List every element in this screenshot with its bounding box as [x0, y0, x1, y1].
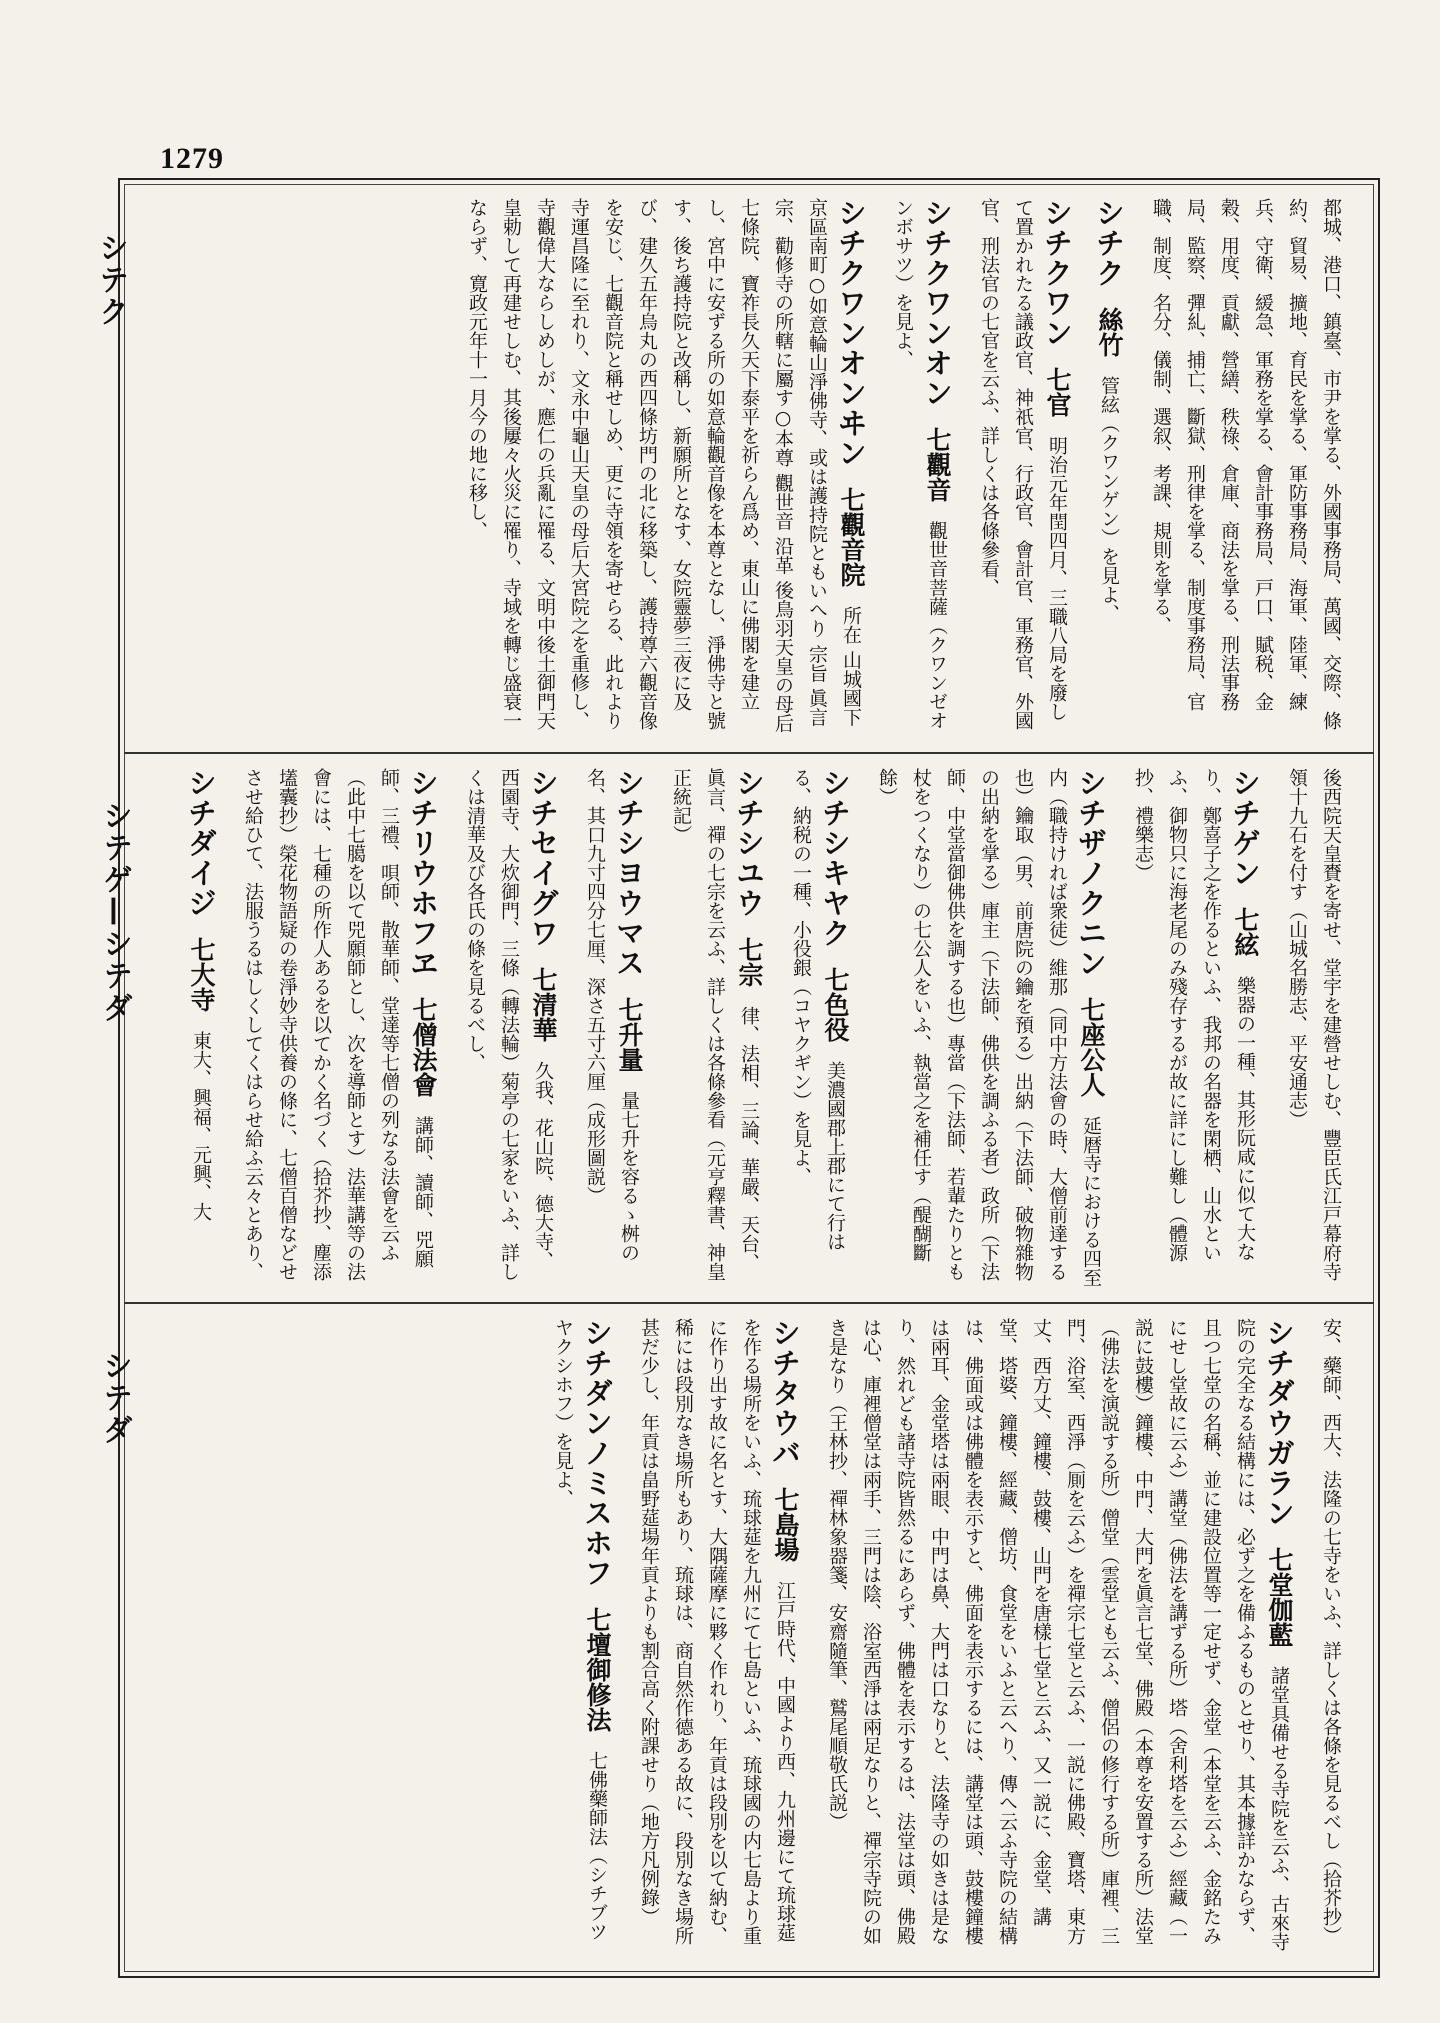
entry-kanji: 七清華 — [529, 967, 558, 1042]
entry-headword: シチシユウ — [732, 768, 766, 918]
entry-text: 安、藥師、西大、法隆の七寺をいふ、詳しくは各條を見るべし（拾芥抄） — [1320, 1318, 1342, 1945]
tab-label-top: シテク — [93, 232, 128, 328]
entry-text: 律、法相、三論、華嚴、天台、眞言、禪の七宗を云ふ、詳しくは各條參看（元亨釋書、神皇正統記） — [670, 768, 760, 1281]
entry-text: 都城、港口、鎮臺、市尹を掌る、外國事務局、萬國、交際、條約、貿易、擴地、育民を掌る、軍防事務局、海軍、陸軍、練兵、守衛、緩急、軍務を掌る、會計事務局、戸口、賦税、金穀、用度、貢獻、營繕、秩祿、倉庫、商法を掌る、刑法事務局、監察、彈糺、捕亡、斷獄、刑律を掌る、制度事務局、官職、制度、名分、儀制、選叙、考課、規則を掌る、 — [1150, 198, 1342, 730]
entry-kanji: 七僧法會 — [409, 997, 438, 1097]
entry-kanji: 七官 — [1043, 367, 1072, 417]
entry-kanji: 七座公人 — [1077, 997, 1106, 1097]
entry-text: 七佛藥師法（シチブツヤクシホフ）を見よ、 — [552, 1318, 608, 1941]
tab-label-middle: シテゲ—シテダ — [97, 800, 132, 1024]
dictionary-entry — [1280, 768, 1348, 1288]
dictionary-entry — [664, 768, 784, 1288]
entry-text: 管絃（クワンゲン）を見よ、 — [1098, 376, 1120, 623]
section-top — [148, 198, 1348, 738]
dictionary-entry — [1314, 1318, 1348, 1958]
dictionary-entry — [972, 198, 1092, 738]
dictionary-entry — [578, 768, 664, 1288]
entry-headword: シチクワンオンヰン — [834, 198, 868, 468]
entry-headword: シチザノクニン — [1074, 768, 1108, 978]
dictionary-entry — [1092, 198, 1144, 738]
section-divider — [124, 1302, 1374, 1304]
entry-kanji: 七色役 — [821, 967, 850, 1042]
entry-text: 美濃國郡上郡にて行はる、納税の一種、小役銀（コヤクギン）を見よ、 — [790, 768, 846, 1251]
dictionary-entry — [1144, 198, 1348, 738]
dictionary-entry — [870, 768, 1126, 1288]
entry-headword: シチダイジ — [184, 768, 218, 918]
dictionary-entry — [546, 1318, 632, 1958]
entry-kanji: 七壇御修法 — [583, 1607, 612, 1732]
entry-text: 講師、讀師、兕願師、三禮、唄師、散華師、堂達等七僧の列なる法會を云ふ（此中七臈を以て兕願師とし、次を導師とす）法華講等の法會には、七種の所作人あるを以てかく名づく（拾芥抄、塵添壒囊抄）榮花物語疑の卷淨妙寺供養の條に、七僧百僧などせさせ給ひて、法服うるはしくしてくはらせ給ふ云々とあり、 — [242, 768, 434, 1281]
entry-headword: シチタウバ — [768, 1318, 802, 1468]
entry-text: 明治元年閏四月、三職八局を廢して置かれたる議政官、神祇官、行政官、會計官、軍務官、外國官、刑法官の七官を云ふ、詳しくは各條參看、 — [978, 198, 1068, 730]
dictionary-entry — [784, 768, 870, 1288]
entry-text: 諸堂具備せる寺院を云ふ、古來寺院の完全なる結構には、必ず之を備ふるものとせり、其本據詳かならず、且つ七堂の名稱、並に建設位置等一定せず、金堂（本堂を云ふ、金銘たみにせし堂故に云ふ）講堂（佛法を講ずる所）塔（舍利塔を云ふ）經藏（一説に鼓樓）鐘樓、中門、大門を眞言七堂、佛殿（本尊を安置する所）法堂（佛法を演説する所）僧堂（雲堂とも云ふ、僧侶の修行する所）庫裡、三門、浴室、西淨（厠を云ふ）を禪宗七堂と云ふ、一説に佛殿、寶塔、東方丈、西方丈、鐘樓、鼓樓、山門を唐樣七堂と云ふ、又一説に、金堂、講堂、塔婆、鐘樓、經藏、僧坊、食堂をいふと云へり、傳へ云ふ寺院の結構は、佛面或は佛體を表示すと、佛面を表示するには、講堂は頭、鼓樓鐘樓は兩耳、金堂塔は兩眼、中門は鼻、大門は口なりと、法隆寺の如きは是なり、然れども諸寺院皆然るにあらず、佛體を表示するは、法堂は頭、佛殿は心、庫裡僧堂は兩手、三門は陰、浴室西淨は兩足なりと、禪宗寺院の如き是なり（王林抄、禪林象器箋、安齋隨筆、鷲尾順敬氏説） — [826, 1318, 1290, 1951]
entry-kanji: 七島場 — [771, 1487, 800, 1562]
entry-kanji: 絲竹 — [1095, 307, 1124, 357]
entry-headword: シチダウガラン — [1262, 1318, 1296, 1528]
dictionary-entry — [460, 198, 886, 738]
dictionary-entry — [632, 1318, 820, 1958]
dictionary-entry — [820, 1318, 1314, 1958]
dictionary-entry — [886, 198, 972, 738]
entry-headword: シチク — [1092, 198, 1126, 288]
entry-kanji: 七絃 — [1231, 907, 1260, 957]
entry-headword: シチリウホフヱ — [406, 768, 440, 978]
page-number: 1279 — [160, 142, 224, 175]
dictionary-entry — [236, 768, 458, 1288]
entry-headword: シチシキヤク — [818, 768, 852, 948]
tab-label-bottom: シテダ — [97, 1350, 132, 1446]
entry-headword: シチゲン — [1228, 768, 1262, 888]
entry-text: 樂器の一種、其形阮咸に似て大なり、鄭喜子之を作るといふ、我邦の名器を閑栖、山水といふ、御物只に海老尾のみ殘存するが故に詳にし難し（體源抄、禮樂志） — [1132, 768, 1256, 1262]
entry-text: 江戸時代、中國より西、九州邊にて琉球莚を作る場所をいふ、琉球莚を九州にて七島といふ、琉球國の内七島より重に作り出す故に名とす、大隅薩摩に夥く作れり、年貢は段別を以て納む、稀には段別なき場所もあり、琉球は、商自然作德ある故に、段別なき場所甚だ少し、年貢は畠野莚場年貢よりも割合高く附課せり（地方凡例錄） — [638, 1318, 796, 1945]
section-divider — [124, 752, 1374, 754]
entry-text: 後西院天皇賚を寄せ、堂宇を建營せしむ、豐臣氏江戸幕府寺領十九石を付す（山城名勝志、平安通志） — [1286, 768, 1342, 1281]
dictionary-entry — [1126, 768, 1280, 1288]
section-middle — [148, 768, 1348, 1288]
entry-headword: シチセイグワ — [526, 768, 560, 948]
entry-headword: シチクワン — [1040, 198, 1074, 348]
section-bottom — [148, 1318, 1348, 1958]
entry-kanji: 七大寺 — [187, 937, 216, 1012]
entry-kanji: 七觀音院 — [837, 487, 866, 587]
entry-text: 所在 山城國下京區南町○如意輪山淨佛寺、或は護持院ともいへり 宗旨 眞言宗、勸修寺の所轄に屬す○本尊 觀世音 沿革 後鳥羽天皇の母后七條院、寶祚長久天下泰平を祈らん爲め、東山に佛閣を建立し、宮中に安ずる所の如意輪觀音像を本尊となし、淨佛寺と號す、後ち護持院と改稱し、新願所となす、女院靈夢三夜に及び、建久五年烏丸の西四條坊門の北に移築し、護持尊六觀音像を安じ、七觀音院と稱せしめ、更に寺領を寄せらる、此れより寺運昌隆に至れり、文永中龜山天皇の母后大宮院之を重修し、寺觀偉大ならしめしが、應仁の兵亂に罹る、文明中後土御門天皇勅して再建せしむ、其後屢々火災に罹り、寺域を轉じ盛衰一ならず、寛政元年十一月今の地に移し、 — [466, 198, 862, 733]
dictionary-entry — [458, 768, 578, 1288]
entry-text: 東大、興福、元興、大 — [190, 1031, 212, 1221]
entry-kanji: 七升量 — [615, 997, 644, 1072]
entry-text: 延暦寺における四至内（職持ければ衆徒）維那（同中方法會の時、大僧前達する也）鑰取（男、前唐院の鑰を預る）出納（下法師、破物雜物の出納を掌る）庫主（下法師、佛供を調ふる者）政所（下法師、中堂當御佛供を調する也）專當（下法師、若輩たりとも杖をつくなり）の七公人をいふ、執當之を補任す（醍醐斷餘） — [876, 768, 1102, 1287]
entry-text: 觀世音菩薩（クワンゼオンボサツ）を見よ、 — [892, 198, 948, 730]
entry-text: 久我、花山院、德大寺、西園寺、大炊御門、三條（轉法輪）菊亭の七家をいふ、詳しくは清華及び各氏の條を見るべし、 — [464, 768, 554, 1281]
entry-kanji: 七堂伽藍 — [1265, 1547, 1294, 1647]
entry-kanji: 七宗 — [735, 937, 764, 987]
entry-headword: シチシヨウマス — [612, 768, 646, 978]
dictionary-entry — [184, 768, 236, 1288]
entry-headword: シチクワンオン — [920, 198, 954, 408]
entry-text: 量七升を容るゝ桝の名、其口九寸四分七厘、深さ五寸六厘（成形圖説） — [584, 768, 640, 1262]
entry-kanji: 七觀音 — [923, 427, 952, 502]
entry-headword: シチダンノミスホフ — [580, 1318, 614, 1588]
